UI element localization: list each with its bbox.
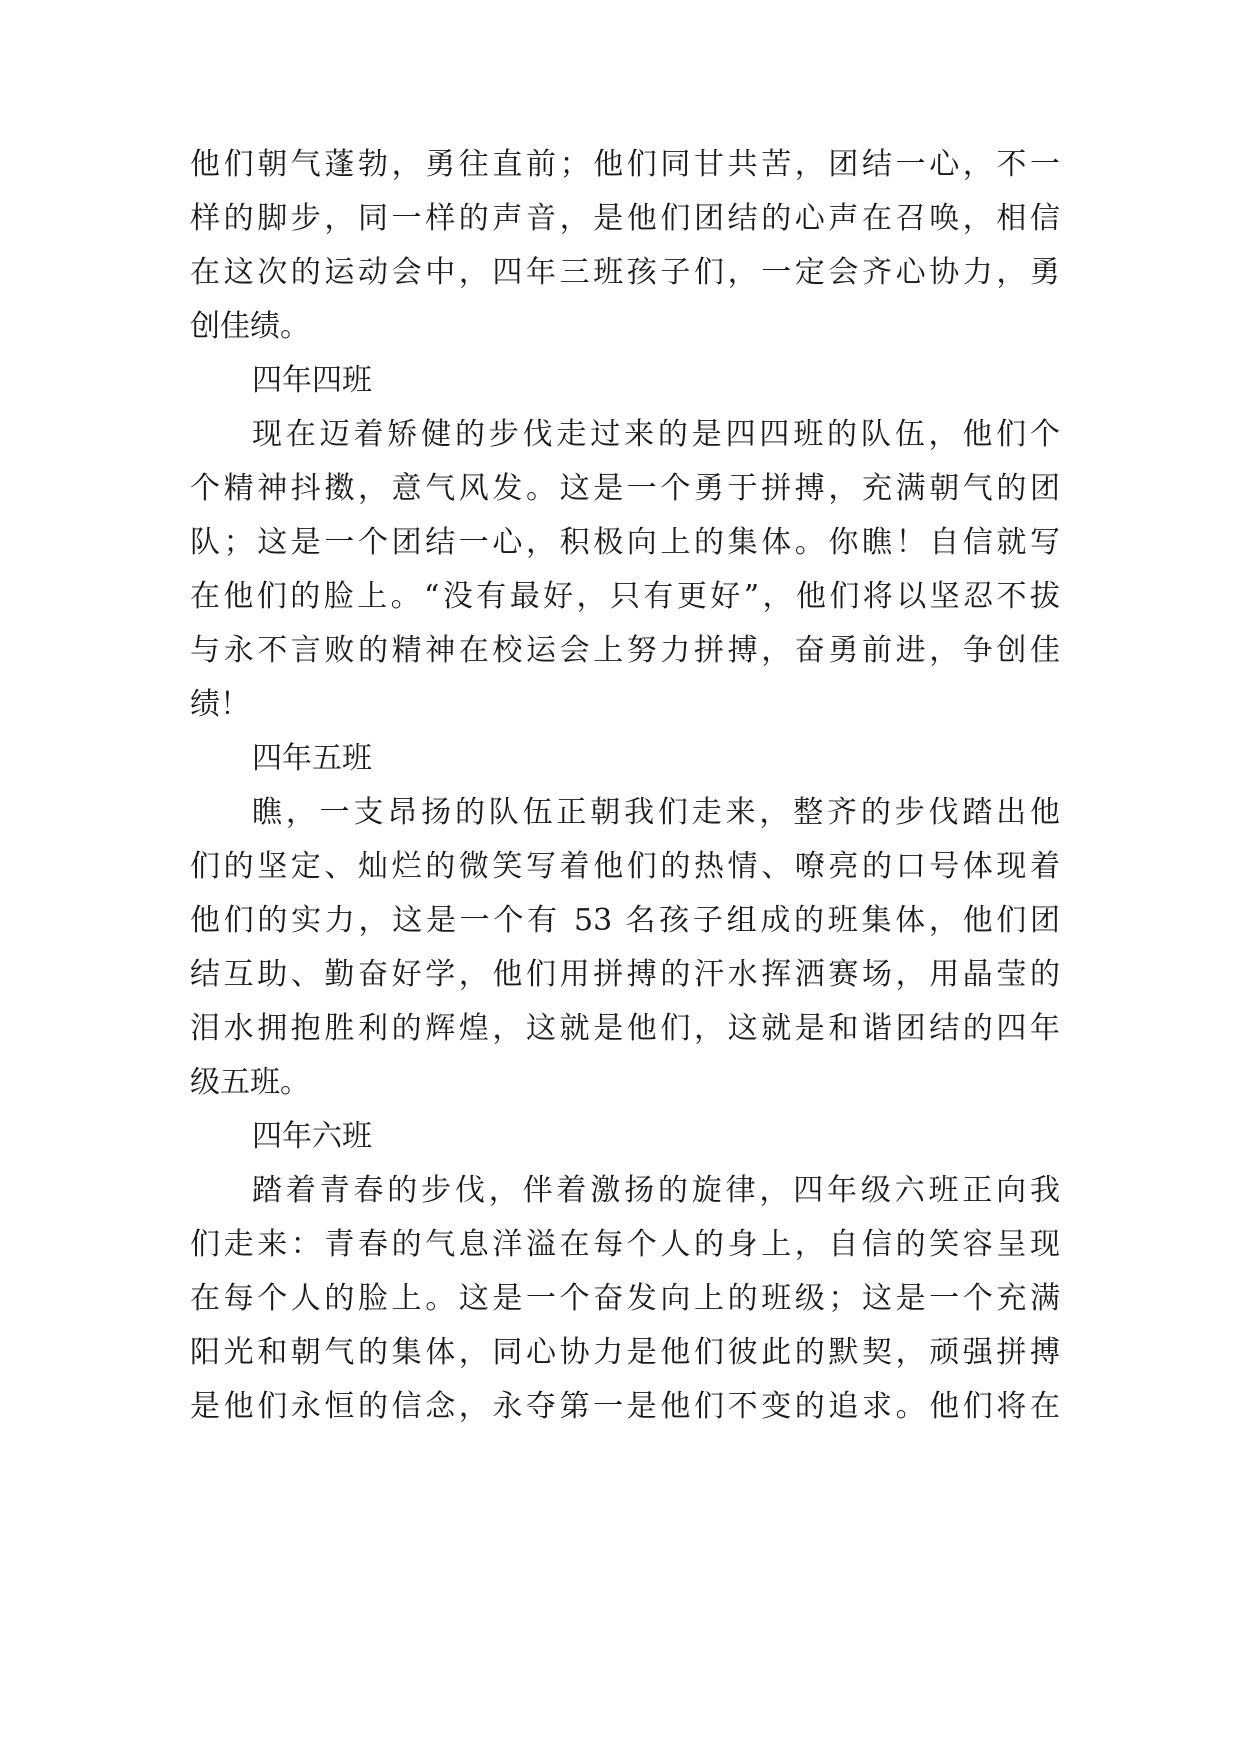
paragraph-line: 踏着青春的步伐，伴着激扬的旋律，四年级六班正向我 [252,1173,1060,1208]
paragraph-line: 们走来：青春的气息洋溢在每个人的身上，自信的笑容呈现 [190,1227,1060,1262]
section-heading: 四年五班 [252,741,372,776]
paragraph-line: 创佳绩。 [190,309,310,344]
paragraph-line: 个精神抖擞，意气风发。这是一个勇于拼搏，充满朝气的团 [190,471,1060,506]
paragraph-line: 阳光和朝气的集体，同心协力是他们彼此的默契，顽强拼搏 [190,1335,1060,1370]
paragraph-line: 样的脚步，同一样的声音，是他们团结的心声在召唤，相信 [190,201,1060,236]
paragraph-line: 结互助、勤奋好学，他们用拼搏的汗水挥洒赛场，用晶莹的 [190,957,1060,992]
paragraph-line: 在每个人的脸上。这是一个奋发向上的班级；这是一个充满 [190,1281,1060,1316]
paragraph-line: 现在迈着矫健的步伐走过来的是四四班的队伍，他们个 [252,417,1060,452]
paragraph-line: 瞧，一支昂扬的队伍正朝我们走来，整齐的步伐踏出他 [252,795,1060,830]
paragraph-line: 级五班。 [190,1065,310,1100]
paragraph-line: 在他们的脸上。“没有最好，只有更好”，他们将以坚忍不拔 [190,579,1060,614]
section-heading: 四年四班 [252,363,372,398]
paragraph-line: 与永不言败的精神在校运会上努力拼搏，奋勇前进，争创佳 [190,633,1060,668]
paragraph-line: 在这次的运动会中，四年三班孩子们，一定会齐心协力，勇 [190,255,1060,290]
paragraph-line: 他们朝气蓬勃，勇往直前；他们同甘共苦，团结一心，不一 [190,147,1060,182]
paragraph-line: 是他们永恒的信念，永夺第一是他们不变的追求。他们将在 [190,1389,1060,1424]
paragraph-line: 泪水拥抱胜利的辉煌，这就是他们，这就是和谐团结的四年 [190,1011,1060,1046]
paragraph-line: 队；这是一个团结一心，积极向上的集体。你瞧！自信就写 [190,525,1060,560]
paragraph-line: 们的坚定、灿烂的微笑写着他们的热情、嘹亮的口号体现着 [190,849,1060,884]
paragraph-line: 绩！ [190,687,250,722]
paragraph-line: 他们的实力，这是一个有 53 名孩子组成的班集体，他们团 [190,903,1060,938]
section-heading: 四年六班 [252,1119,372,1154]
